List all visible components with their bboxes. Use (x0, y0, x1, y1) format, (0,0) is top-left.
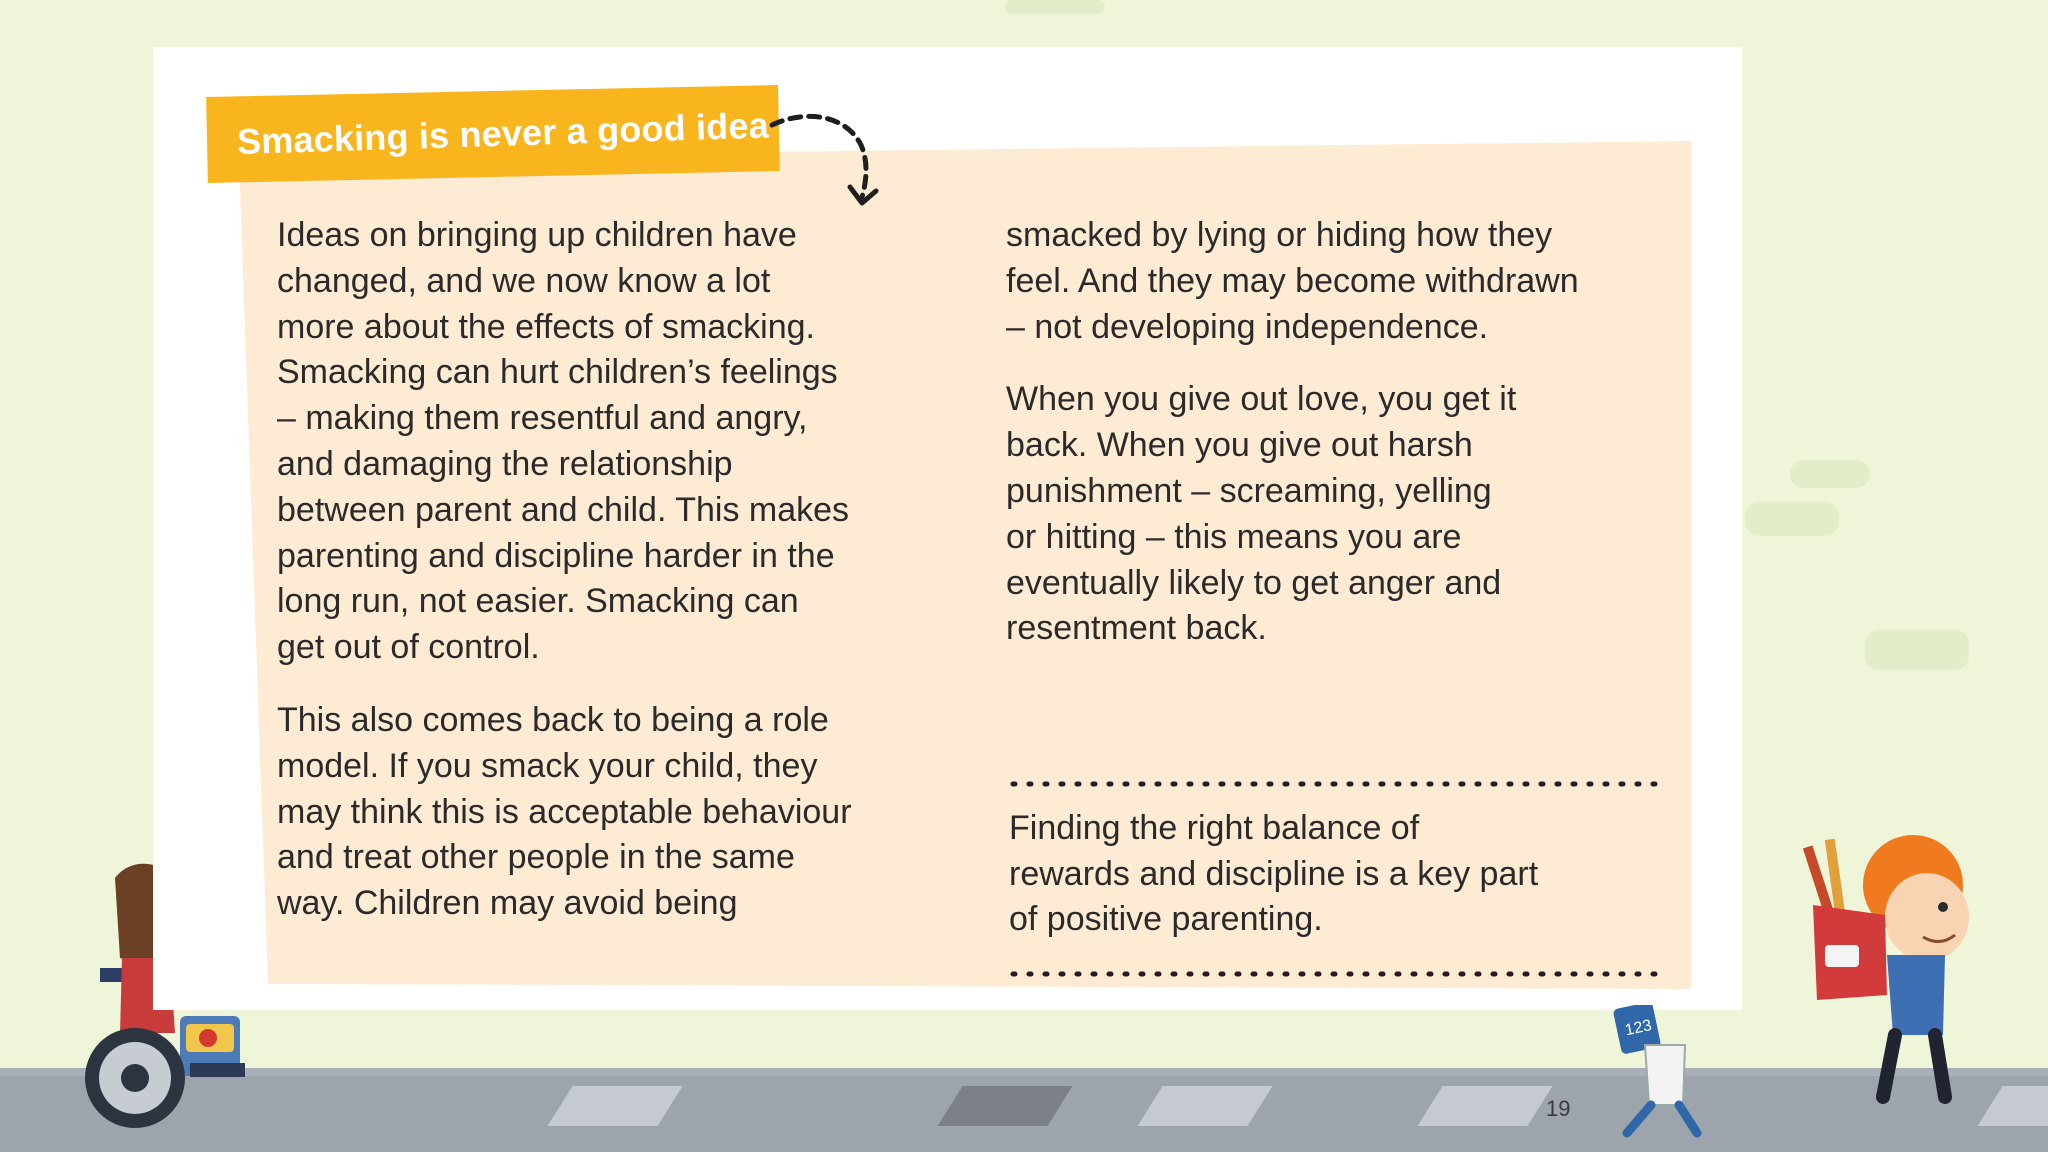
text-line: back. When you give out harsh (1006, 426, 1473, 465)
dashed-arrow-icon (766, 105, 886, 215)
paragraph (1006, 213, 1666, 350)
text-line: smacked by lying or hiding how they (1006, 216, 1553, 254)
dotted-divider-bottom (1009, 967, 1669, 981)
background-shape (1005, 0, 1105, 14)
road-tile (548, 1086, 683, 1126)
text-line: changed, and we now know a lot (277, 261, 771, 300)
text-line: may think this is acceptable behaviour (277, 792, 852, 831)
paragraph (277, 698, 937, 927)
svg-text:123: 123 (1623, 1017, 1654, 1040)
page-title: Smacking is never a good idea (236, 104, 770, 163)
callout-text (1009, 806, 1629, 943)
road-strip (0, 1068, 2048, 1152)
text-line: model. If you smack your child, they (277, 746, 818, 785)
paragraph (277, 213, 937, 671)
child-with-book-illustration (1605, 1005, 1725, 1145)
road-tile (1138, 1086, 1273, 1126)
text-line: Ideas on bringing up children have (277, 216, 797, 254)
text-line: eventually likely to get anger and (1006, 563, 1502, 602)
text-line: – making them resentful and angry, (277, 399, 808, 438)
text-line: rewards and discipline is a key part (1009, 854, 1539, 893)
background-shape (1790, 460, 1870, 488)
text-line: This also comes back to being a role (277, 700, 829, 739)
text-line: between parent and child. This makes (277, 490, 850, 529)
road-tile (938, 1086, 1073, 1126)
text-line: or hitting – this means you are (1006, 517, 1462, 556)
text-line: Smacking can hurt children’s feelings (277, 353, 838, 392)
text-line: and damaging the relationship (277, 444, 733, 483)
right-column (1006, 213, 1666, 652)
road-tile (1418, 1086, 1553, 1126)
background-shape (1745, 502, 1839, 536)
text-line: feel. And they may become withdrawn (1006, 261, 1579, 300)
text-line: resentment back. (1006, 609, 1267, 648)
text-line: get out of control. (277, 628, 540, 667)
text-line: of positive parenting. (1009, 900, 1323, 938)
title-banner (206, 85, 780, 183)
dotted-divider-top (1009, 777, 1669, 791)
text-line: – not developing independence. (1006, 307, 1489, 346)
background-shape (1865, 630, 1969, 670)
text-line: Finding the right balance of (1009, 809, 1420, 847)
left-column (277, 213, 937, 927)
page-number: 19 (1546, 1096, 1571, 1121)
text-line: long run, not easier. Smacking can (277, 582, 799, 621)
text-line: more about the effects of smacking. (277, 307, 815, 346)
text-line: When you give out love, you get it (1006, 380, 1517, 419)
text-line: and treat other people in the same (277, 838, 795, 877)
child-with-backpack-illustration (1795, 825, 1995, 1115)
paragraph (1006, 377, 1666, 652)
text-line: way. Children may avoid being (277, 884, 738, 923)
slide-card (153, 47, 1742, 1010)
text-line: parenting and discipline harder in the (277, 536, 835, 575)
text-line: punishment – screaming, yelling (1006, 471, 1492, 510)
